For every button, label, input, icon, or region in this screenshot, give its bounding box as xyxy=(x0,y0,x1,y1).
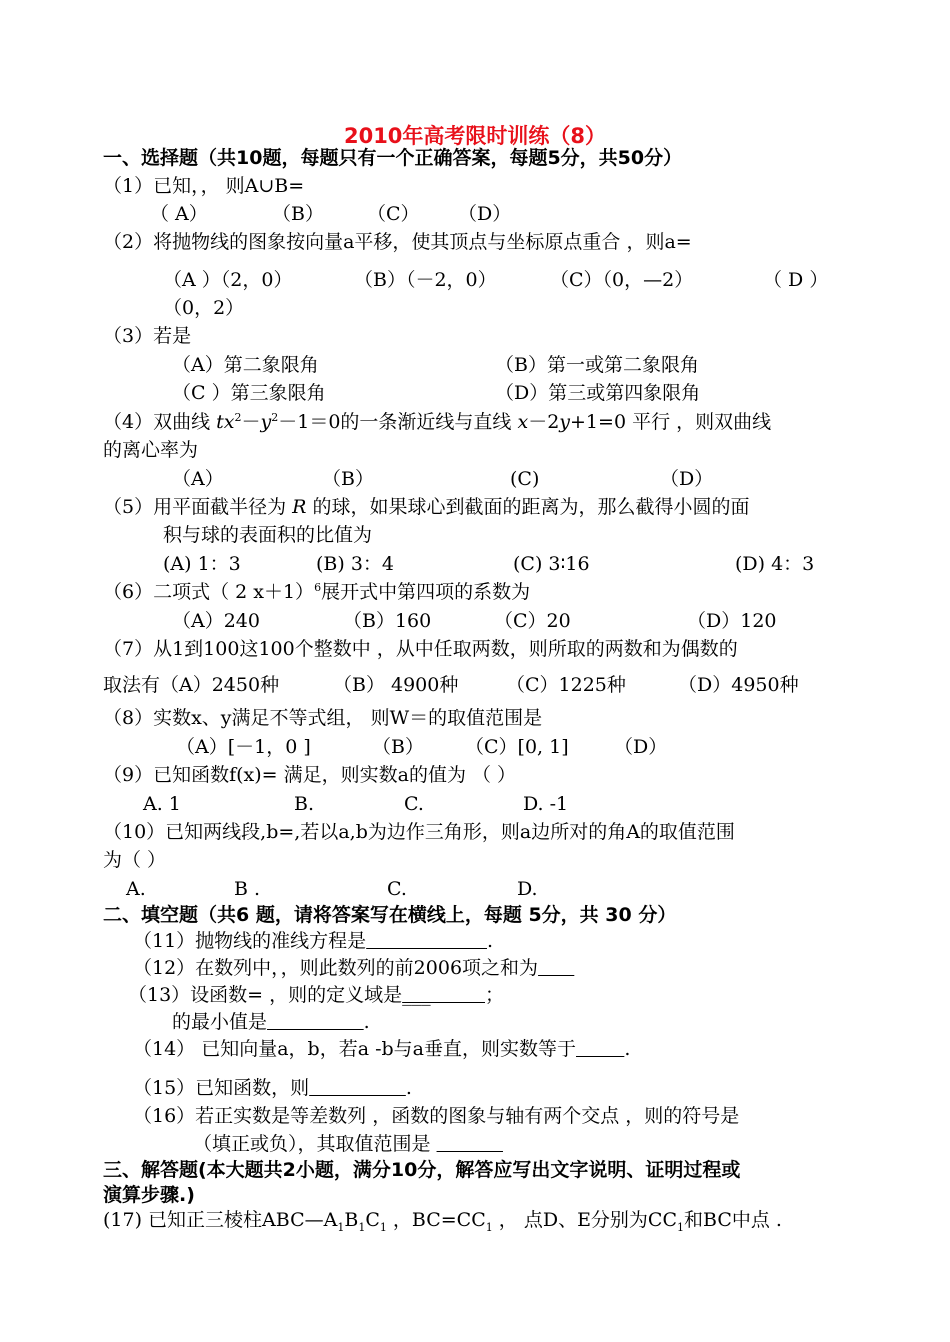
q14-text: （14） 已知向量a，b，若a -b与a垂直，则实数等于 xyxy=(133,1038,576,1060)
q2-option-d-value: （0，2） xyxy=(163,297,245,319)
q5-text-1: （5）用平面截半径为 xyxy=(103,496,293,518)
q3-option-c: （C ）第三象限角 xyxy=(172,382,326,404)
q3-option-a: （A）第二象限角 xyxy=(172,354,319,376)
q4-text-2: －1＝0的一条渐近线与直线 xyxy=(278,411,518,433)
q4-var-y2: y xyxy=(559,411,571,433)
q17-text-5: ， 点D、E分别为CC xyxy=(492,1209,678,1231)
question-9: （9）已知函数f(x)= 满足，则实数a的值为 （ ） xyxy=(103,764,517,786)
question-4 xyxy=(103,410,771,434)
q15-text: （15）已知函数，则 xyxy=(133,1077,310,1099)
q10-option-c: C. xyxy=(387,878,407,900)
q4-var-tx: tx xyxy=(216,411,235,433)
q4-text-3: －2 xyxy=(528,411,560,433)
q17-text-1: (17) 已知正三棱柱ABC—A xyxy=(103,1209,338,1231)
q11-answer-blank xyxy=(366,930,487,952)
q17-text-6: 和BC中点 . xyxy=(684,1209,782,1231)
question-10: （10）已知两线段,b=,若以a,b为边作三角形，则a边所对的角A的取值范围 xyxy=(103,821,735,843)
q14-answer-blank xyxy=(576,1038,624,1060)
q13b-period: . xyxy=(363,1011,370,1033)
section-heading-answers-line-2: 演算步骤.) xyxy=(103,1184,195,1206)
section-heading-answers: 三、解答题(本大题共2小题，满分10分，解答应写出文字说明、证明过程或 xyxy=(103,1159,741,1181)
question-14 xyxy=(133,1037,630,1061)
question-4-line-2: 的离心率为 xyxy=(103,439,199,461)
q5-option-c: (C) 3∶16 xyxy=(513,553,590,575)
q9-option-a: A. 1 xyxy=(143,793,181,815)
q4-option-d: （D） xyxy=(660,468,714,490)
q1-option-c: （C） xyxy=(367,203,420,225)
q13-text: （13）设函数= ，则的定义域是 xyxy=(128,984,403,1006)
q6-exponent: 6 xyxy=(314,581,322,594)
q4-minus: － xyxy=(241,411,261,433)
question-10-line-2: 为（ ） xyxy=(103,849,167,871)
q8-option-a: （A）[－1，0 ] xyxy=(176,736,311,758)
q5-text-2: 的球，如果球心到截面的距离为，那么截得小圆的面 xyxy=(306,496,750,518)
q16-text-2: （填正或负），其取值范围是 xyxy=(193,1133,437,1155)
question-12 xyxy=(133,956,574,980)
q17-text-3: C xyxy=(365,1209,380,1231)
q10-option-a: A. xyxy=(126,878,146,900)
q6-option-c: （C）20 xyxy=(494,610,571,632)
q5-var-r: R xyxy=(292,496,307,518)
q2-option-c: （C）（0，—2） xyxy=(550,269,694,291)
q7-option-d: （D）4950种 xyxy=(678,674,799,696)
q13-semicolon: ； xyxy=(485,984,505,1006)
q2-option-b: （B）（－2，0） xyxy=(354,269,497,291)
q14-period: . xyxy=(624,1038,631,1060)
section-heading-fill-in: 二、填空题（共6 题，请将答案写在横线上，每题 5分，共 30 分） xyxy=(103,904,677,926)
q17-text-2: B xyxy=(344,1209,359,1231)
question-7: （7）从1到100这100个整数中 ，从中任取两数，则所取的两数和为偶数的 xyxy=(103,638,738,660)
question-5-line-2: 积与球的表面积的比值为 xyxy=(163,524,373,546)
q9-option-b: B. xyxy=(294,793,315,815)
q8-option-d: （D） xyxy=(614,736,668,758)
q5-option-d: (D) 4：3 xyxy=(735,553,815,575)
q17-sub-2: 1 xyxy=(358,1220,366,1234)
q9-option-d: D. -1 xyxy=(523,793,569,815)
q17-text-4: ，BC=CC xyxy=(386,1209,486,1231)
q16-answer-blank xyxy=(437,1133,503,1155)
question-16-line-2 xyxy=(193,1132,503,1156)
q6-text-2: 展开式中第四项的系数为 xyxy=(321,581,531,603)
q1-option-b: （B） xyxy=(272,203,324,225)
q4-text-1: （4）双曲线 xyxy=(103,411,217,433)
question-16: （16）若正实数是等差数列 ，函数的图象与轴有两个交点 ，则的符号是 xyxy=(133,1105,740,1127)
q13b-answer-blank xyxy=(267,1011,364,1033)
q15-answer-blank xyxy=(309,1077,406,1099)
q8-option-c: （C）[0, 1] xyxy=(465,736,569,758)
q2-option-a: （A ）（2，0） xyxy=(163,269,293,291)
question-6 xyxy=(103,580,530,604)
q15-period: . xyxy=(405,1077,412,1099)
q9-option-c: C. xyxy=(404,793,424,815)
q1-option-a: （ A） xyxy=(150,203,208,225)
q8-option-b: （B） xyxy=(372,736,424,758)
q1-option-d: （D） xyxy=(458,203,512,225)
q5-option-a: (A) 1：3 xyxy=(163,553,241,575)
q5-option-b: (B) 3：4 xyxy=(316,553,395,575)
q4-var-y: y xyxy=(260,411,272,433)
q4-var-x: x xyxy=(517,411,529,433)
question-11 xyxy=(133,929,493,953)
q4-exp-1: 2 xyxy=(234,411,242,424)
q17-sub-4: 1 xyxy=(485,1220,493,1234)
question-5 xyxy=(103,495,750,519)
q17-sub-1: 1 xyxy=(337,1220,345,1234)
q4-option-a: （A） xyxy=(172,468,224,490)
q7-option-a: 取法有（A）2450种 xyxy=(103,674,280,696)
q6-text-1: （6）二项式（ 2 x＋1） xyxy=(103,581,315,603)
question-17 xyxy=(103,1208,782,1240)
q11-text: （11）抛物线的准线方程是 xyxy=(133,930,367,952)
question-3: （3）若是 xyxy=(103,325,192,347)
q3-option-d: （D）第三或第四象限角 xyxy=(495,382,701,404)
q10-option-d: D. xyxy=(517,878,538,900)
q11-period: . xyxy=(486,930,494,952)
q4-option-c: (C) xyxy=(510,468,540,490)
q12-text: （12）在数列中，，则此数列的前2006项之和为 xyxy=(133,957,539,979)
q7-option-c: （C）1225种 xyxy=(506,674,626,696)
section-heading-choice: 一、选择题（共10题，每题只有一个正确答案，每题5分，共50分） xyxy=(103,147,683,169)
question-8: （8）实数x、y满足不等式组， 则W＝的取值范围是 xyxy=(103,707,543,729)
q6-option-d: （D）120 xyxy=(687,610,777,632)
page-title: 2010年高考限时训练（8） xyxy=(343,124,607,148)
question-13 xyxy=(128,983,504,1007)
q13-answer-blank: ___ xyxy=(402,984,485,1006)
q6-option-b: （B）160 xyxy=(343,610,432,632)
question-2: （2）将抛物线的图象按向量a平移，使其顶点与坐标原点重合 ，则a= xyxy=(103,231,692,253)
q17-sub-3: 1 xyxy=(379,1220,387,1234)
q7-option-b: （B） 4900种 xyxy=(333,674,459,696)
q17-sub-5: 1 xyxy=(677,1220,685,1234)
q4-option-b: （B） xyxy=(322,468,374,490)
q13b-text: 的最小值是 xyxy=(172,1011,268,1033)
q6-option-a: （A）240 xyxy=(172,610,260,632)
question-1: （1）已知，， 则A∪B= xyxy=(103,175,305,197)
question-13-part-2 xyxy=(172,1010,370,1034)
q12-answer-blank xyxy=(538,957,574,979)
q4-exp-2: 2 xyxy=(271,411,279,424)
q2-option-d: （ D ） xyxy=(763,269,829,291)
q4-text-4: +1=0 平行 ，则双曲线 xyxy=(570,411,772,433)
question-15 xyxy=(133,1076,412,1100)
q3-option-b: （B）第一或第二象限角 xyxy=(495,354,699,376)
q10-option-b: B . xyxy=(234,878,261,900)
